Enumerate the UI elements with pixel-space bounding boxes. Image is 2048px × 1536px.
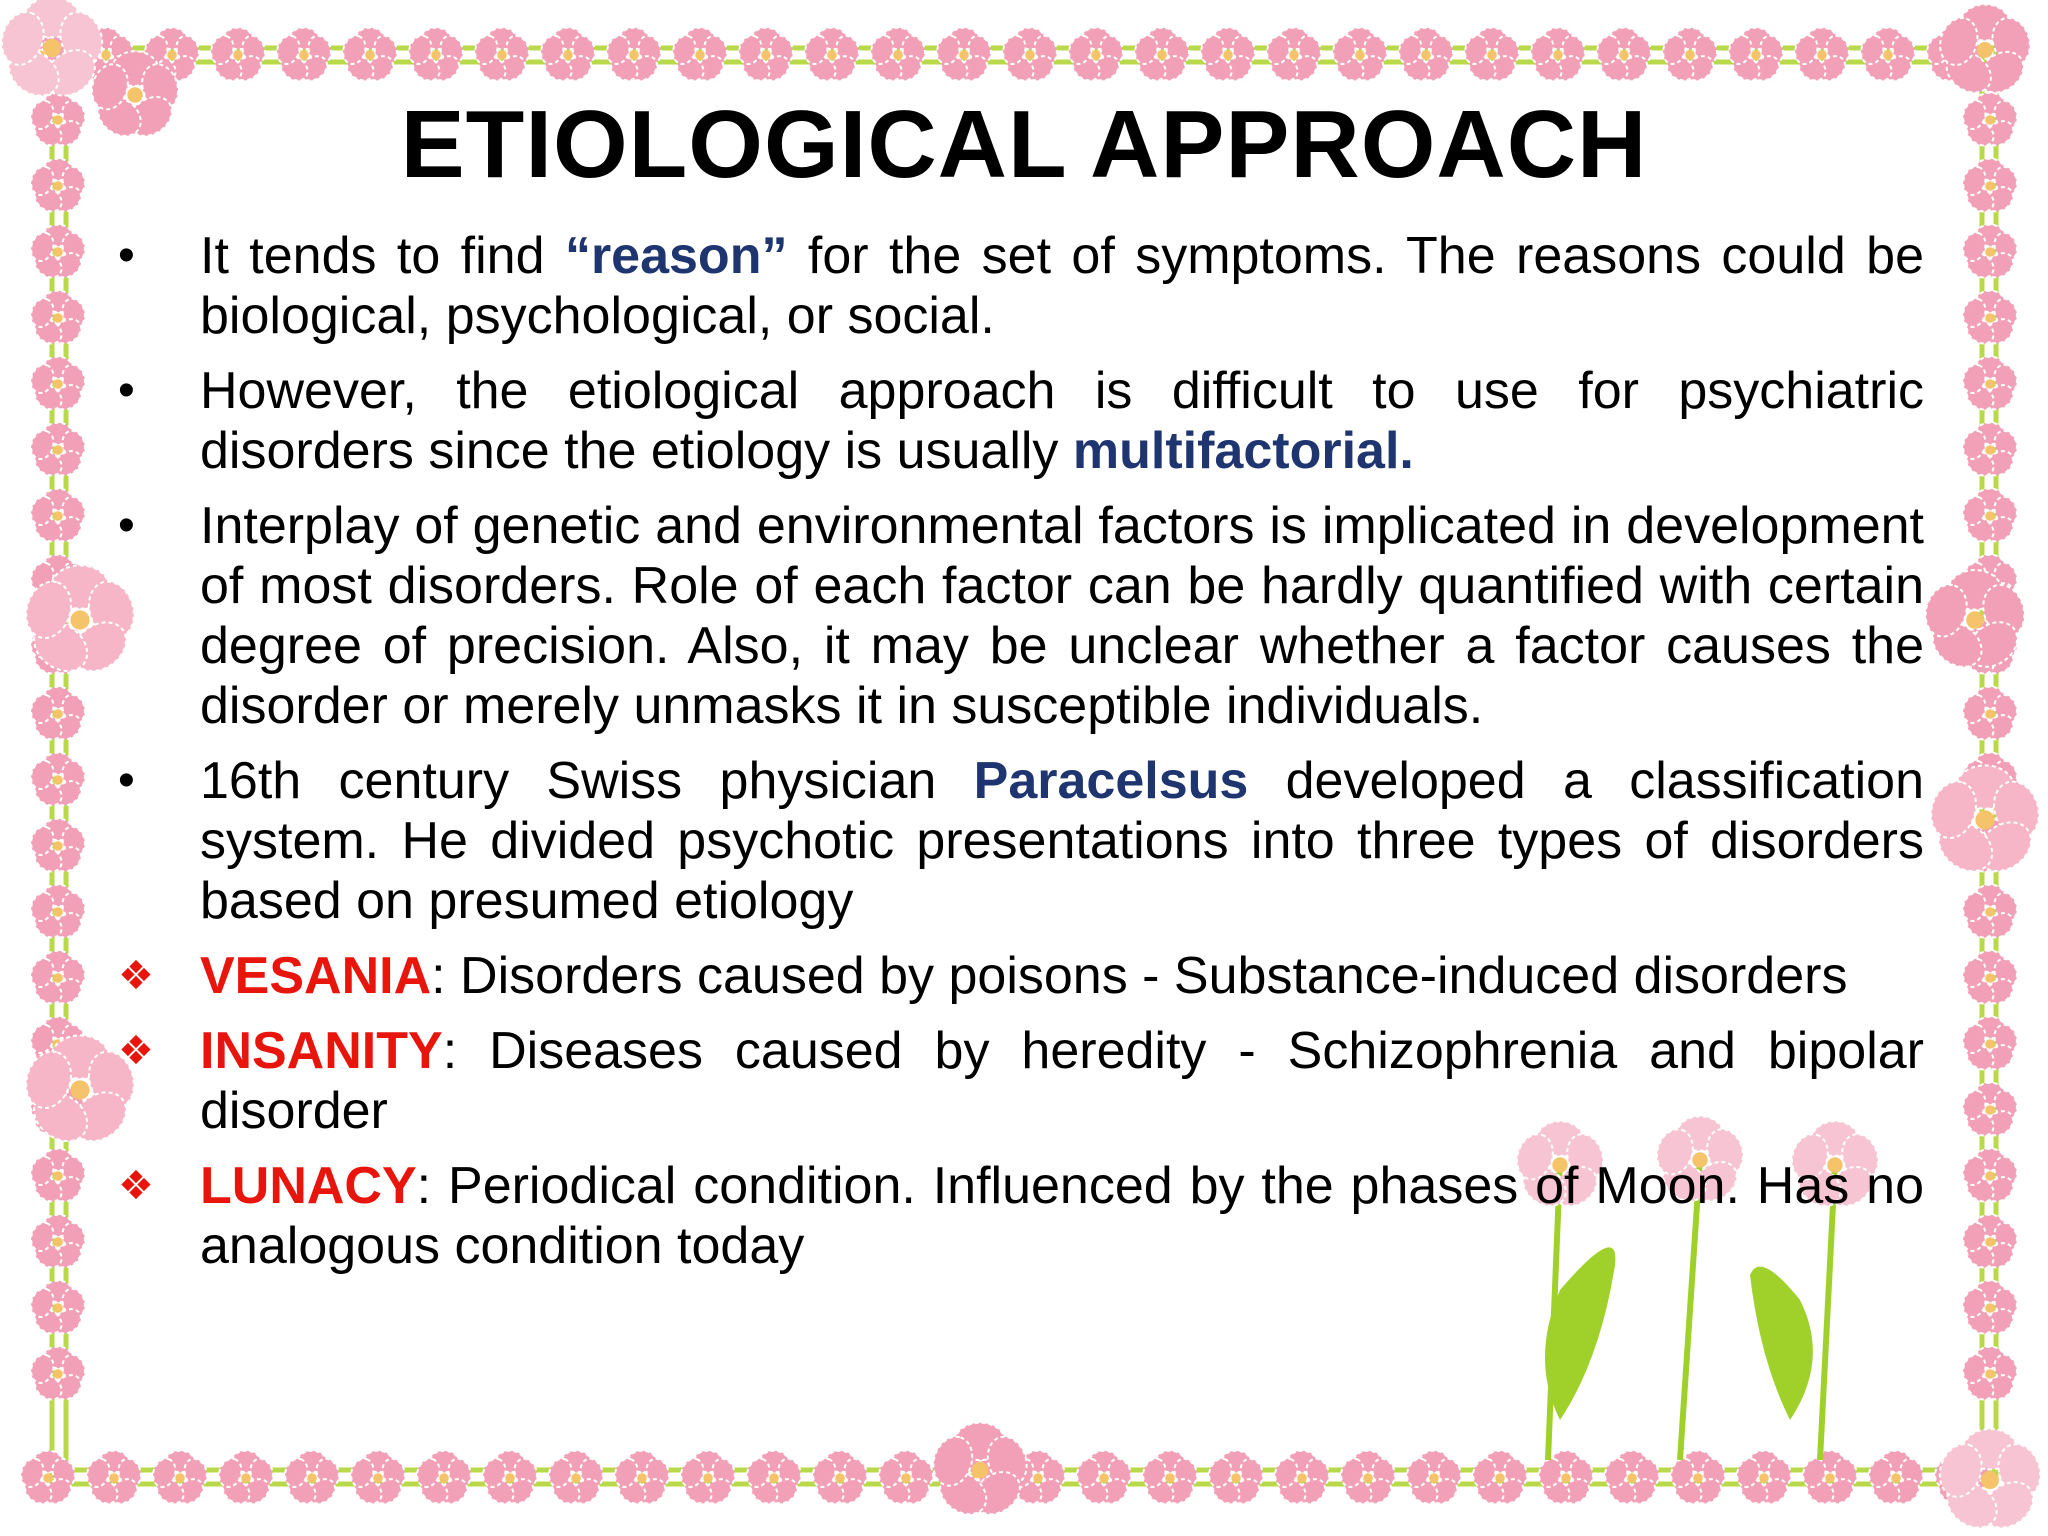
bullet-item bbox=[118, 226, 1924, 346]
flower-icon bbox=[1594, 28, 1655, 86]
flower-icon bbox=[868, 28, 929, 86]
flower-icon bbox=[28, 423, 89, 481]
flower-icon bbox=[604, 28, 665, 86]
flower-icon bbox=[28, 291, 89, 349]
flower-icon bbox=[1866, 1451, 1927, 1509]
flower-icon bbox=[612, 1451, 673, 1509]
flower-icon bbox=[1960, 1017, 2021, 1075]
flower-icon bbox=[934, 28, 995, 86]
flower-icon bbox=[84, 1451, 145, 1509]
flower-icon bbox=[1960, 1083, 2021, 1141]
bullet-marker: • bbox=[118, 229, 135, 282]
flower-icon bbox=[736, 28, 797, 86]
flower-icon bbox=[1404, 1451, 1465, 1509]
flower-icon bbox=[1536, 1451, 1597, 1509]
flower-icon bbox=[1858, 28, 1919, 86]
flower-icon bbox=[1960, 1347, 2021, 1405]
bullet-item bbox=[118, 361, 1924, 481]
flower-icon bbox=[1960, 1281, 2021, 1339]
flower-icon bbox=[1800, 1451, 1861, 1509]
bullet-marker: • bbox=[118, 754, 135, 807]
large-flower-icon bbox=[1933, 1429, 2047, 1536]
bullet-text: It tends to find bbox=[200, 227, 565, 285]
flower-icon bbox=[348, 1451, 409, 1509]
flower-icon bbox=[1338, 1451, 1399, 1509]
flower-icon bbox=[28, 489, 89, 547]
flower-icon bbox=[340, 28, 401, 86]
flower-icon bbox=[802, 28, 863, 86]
disorder-description: : Diseases caused by heredity - Schizophrenia and bipolar disorder bbox=[200, 1022, 1924, 1140]
disorder-term: INSANITY bbox=[200, 1022, 443, 1080]
flower-icon bbox=[1066, 28, 1127, 86]
diamond-bullet-icon: ❖ bbox=[118, 1164, 154, 1208]
flower-icon bbox=[1668, 1451, 1729, 1509]
diamond-bullet-icon: ❖ bbox=[118, 954, 154, 998]
bullet-text: for the set of symptoms. The reasons could be biological, psychological, or social. bbox=[200, 227, 1924, 345]
flower-icon bbox=[1470, 1451, 1531, 1509]
disorder-term: VESANIA bbox=[200, 947, 432, 1005]
disorder-description: : Disorders caused by poisons - Substance-induced disorders bbox=[431, 947, 1848, 1005]
flower-icon bbox=[1960, 1215, 2021, 1273]
slide-content bbox=[118, 226, 1924, 1291]
flower-icon bbox=[1960, 1149, 2021, 1207]
sub-bullet-item bbox=[118, 946, 1924, 1006]
flower-icon bbox=[28, 1281, 89, 1339]
flower-icon bbox=[1000, 28, 1061, 86]
flower-icon bbox=[1330, 28, 1391, 86]
flower-icon bbox=[538, 28, 599, 86]
emphasis-text: Paracelsus bbox=[973, 752, 1249, 810]
flower-icon bbox=[28, 753, 89, 811]
flower-icon bbox=[1132, 28, 1193, 86]
flower-icon bbox=[28, 951, 89, 1009]
flower-icon bbox=[1140, 1451, 1201, 1509]
flower-icon bbox=[1660, 28, 1721, 86]
slide-title: ETIOLOGICAL APPROACH bbox=[400, 91, 1648, 198]
flower-icon bbox=[1462, 28, 1523, 86]
large-flower-icon bbox=[927, 1423, 1032, 1523]
flower-icon bbox=[150, 1451, 211, 1509]
sub-bullet-item bbox=[118, 1021, 1924, 1141]
flower-icon bbox=[1960, 885, 2021, 943]
flower-icon bbox=[282, 1451, 343, 1509]
flower-icon bbox=[1206, 1451, 1267, 1509]
flower-icon bbox=[678, 1451, 739, 1509]
bullet-text: 16th century Swiss physician bbox=[200, 752, 974, 810]
emphasis-text: multifactorial. bbox=[1072, 422, 1414, 480]
flower-icon bbox=[1396, 28, 1457, 86]
flower-icon bbox=[28, 1347, 89, 1405]
flower-icon bbox=[1960, 291, 2021, 349]
flower-icon bbox=[1198, 28, 1259, 86]
flower-icon bbox=[1726, 28, 1787, 86]
bullet-text: However, the etiological approach is difficult to use for psychiatric disorders since the etiology is usually bbox=[200, 362, 1924, 480]
flower-icon bbox=[876, 1451, 937, 1509]
flower-icon bbox=[414, 1451, 475, 1509]
flower-icon bbox=[472, 28, 533, 86]
flower-icon bbox=[28, 885, 89, 943]
bullet-marker: • bbox=[118, 364, 135, 417]
flower-icon bbox=[1734, 1451, 1795, 1509]
flower-icon bbox=[744, 1451, 805, 1509]
flower-icon bbox=[1264, 28, 1325, 86]
large-flower-icon bbox=[1934, 5, 2035, 101]
flower-icon bbox=[1960, 357, 2021, 415]
flower-icon bbox=[1528, 28, 1589, 86]
flower-icon bbox=[18, 1451, 79, 1509]
bullet-text: developed a classification system. He divided psychotic presentations into three types of disorders based on presumed etiology bbox=[200, 752, 1924, 930]
bullet-marker: • bbox=[118, 499, 135, 552]
sub-bullet-item bbox=[118, 1156, 1924, 1276]
flower-icon bbox=[480, 1451, 541, 1509]
flower-icon bbox=[1960, 423, 2021, 481]
flower-icon bbox=[1792, 28, 1853, 86]
flower-icon bbox=[1960, 951, 2021, 1009]
flower-icon bbox=[274, 28, 335, 86]
large-flower-icon bbox=[1924, 765, 2046, 881]
disorder-term: LUNACY bbox=[200, 1157, 417, 1215]
flower-icon bbox=[28, 357, 89, 415]
flower-icon bbox=[670, 28, 731, 86]
flower-icon bbox=[1960, 489, 2021, 547]
bullet-item bbox=[118, 751, 1924, 931]
flower-icon bbox=[810, 1451, 871, 1509]
flower-icon bbox=[28, 1149, 89, 1207]
emphasis-text: “reason” bbox=[564, 227, 788, 285]
flower-icon bbox=[1960, 225, 2021, 283]
disorder-description: : Periodical condition. Influenced by the phases of Moon. Has no analogous condition today bbox=[200, 1157, 1924, 1275]
flower-icon bbox=[28, 819, 89, 877]
flower-icon bbox=[1602, 1451, 1663, 1509]
flower-icon bbox=[1960, 687, 2021, 745]
flower-icon bbox=[1074, 1451, 1135, 1509]
flower-icon bbox=[546, 1451, 607, 1509]
flower-icon bbox=[406, 28, 467, 86]
flower-icon bbox=[216, 1451, 277, 1509]
flower-icon bbox=[28, 1215, 89, 1273]
flower-icon bbox=[208, 28, 269, 86]
bullet-item bbox=[118, 496, 1924, 736]
flower-icon bbox=[1272, 1451, 1333, 1509]
flower-icon bbox=[28, 225, 89, 283]
flower-icon bbox=[28, 687, 89, 745]
diamond-bullet-icon: ❖ bbox=[118, 1029, 154, 1073]
bullet-text: Interplay of genetic and environmental factors is implicated in development of most disorders. Role of each factor can be hardly quantified with certain degree of precision. Also, it may be unclear whether a factor causes the disorder or merely unmasks it in susceptible individuals. bbox=[200, 497, 1924, 735]
